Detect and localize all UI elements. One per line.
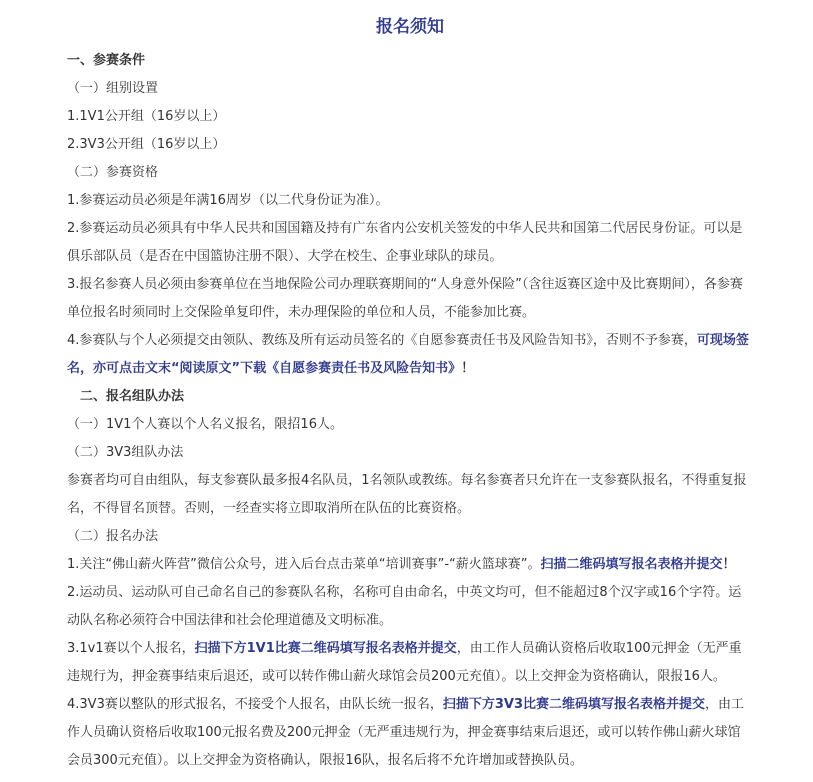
- group-item-1v1: 1.1V1公开组（16岁以上）: [67, 109, 226, 124]
- qualification-item-4-end: ！: [461, 361, 475, 376]
- qualification-item-1: 1.参赛运动员必须是年满16周岁（以二代身份证为准）。: [67, 193, 389, 208]
- registration-method-2: 2.运动员、运动队可自己命名自己的参赛队名称，名称可自由命名，中英文均可，但不能超过8个汉字或16个字符。运动队名称必须符合中国法律和社会伦理道德及文明标准。: [67, 585, 742, 628]
- scan-qr-text: 扫描二维码填写报名表格并提交: [540, 557, 723, 572]
- scan-qr-1v1-text: 扫描下方1V1比赛二维码填写报名表格并提交: [194, 641, 457, 656]
- registration-method-heading: （二）报名办法: [67, 529, 159, 544]
- registration-item-1v1: （一）1V1个人赛以个人名义报名，限招16人。: [67, 417, 343, 432]
- download-link-text[interactable]: 可现场签名，亦可点击文末“阅读原文”下载《自愿参赛责任书及风险告知书》: [67, 333, 749, 376]
- qualification-item-3: 3.报名参赛人员必须由参赛单位在当地保险公司办理联赛期间的“人身意外保险”（含往返赛区途中及比赛期间），各参赛单位报名时须同时上交保险单复印件，未办理保险的单位和人员，不能参加比赛。: [67, 277, 743, 320]
- registration-method-4-text: 4.3V3赛以整队的形式报名，不接受个人报名，由队长统一报名，: [67, 697, 443, 712]
- section-heading-registration: 二、报名组队办法: [80, 389, 185, 404]
- subheading-qualification: （二）参赛资格: [67, 165, 159, 180]
- registration-method-3-text: 3.1v1赛以个人报名，: [67, 641, 195, 656]
- registration-item-3v3-text: 参赛者均可自由组队，每支参赛队最多报4名队员，1名领队或教练。每名参赛者只允许在一支参赛队报名，不得重复报名，不得冒名顶替。否则，一经查实将立即取消所在队伍的比赛资格。: [67, 473, 747, 516]
- subheading-group-settings: （一）组别设置: [67, 81, 159, 96]
- section-heading-conditions: 一、参赛条件: [67, 53, 146, 68]
- registration-method-1: [67, 551, 753, 579]
- registration-method-1-text: 1.关注“佛山薪火阵营”微信公众号，进入后台点击菜单“培训赛事”-“薪火篮球赛”。: [67, 557, 541, 572]
- registration-method-4: [67, 691, 753, 775]
- registration-item-3v3-heading: （二）3V3组队办法: [67, 445, 184, 460]
- registration-method-3-rest: ，由工作人员确认资格后收取100元押金（无严重违规行为，押金赛事结束后退还，或可以转作佛山薪火球馆会员200元充值）。以上交押金为资格确认，限报16人。: [67, 641, 742, 684]
- registration-method-3: [67, 635, 753, 691]
- qualification-item-2: 2.参赛运动员必须具有中华人民共和国国籍及持有广东省内公安机关签发的中华人民共和国第二代居民身份证。可以是俱乐部队员（是否在中国篮协注册不限）、大学在校生、企事业球队的球员。: [67, 221, 743, 264]
- qualification-item-4-text: 4.参赛队与个人必须提交由领队、教练及所有运动员签名的《自愿参赛责任书及风险告知书》，否则不予参赛，: [67, 333, 697, 348]
- registration-method-1-end: ！: [722, 557, 736, 572]
- scan-qr-3v3-text: 扫描下方3V3比赛二维码填写报名表格并提交: [442, 697, 705, 712]
- page-title: 报名须知: [376, 17, 444, 37]
- registration-method-4-rest: ，由工作人员确认资格后收取100元报名费及200元押金（无严重违规行为，押金赛事结束后退还，或可以转作佛山薪火球馆会员300元充值）。以上交押金为资格确认，限报16队，报名后将不允许增加或替换队员。: [67, 697, 745, 768]
- group-item-3v3: 2.3V3公开组（16岁以上）: [67, 137, 226, 152]
- qualification-item-4: [67, 327, 753, 383]
